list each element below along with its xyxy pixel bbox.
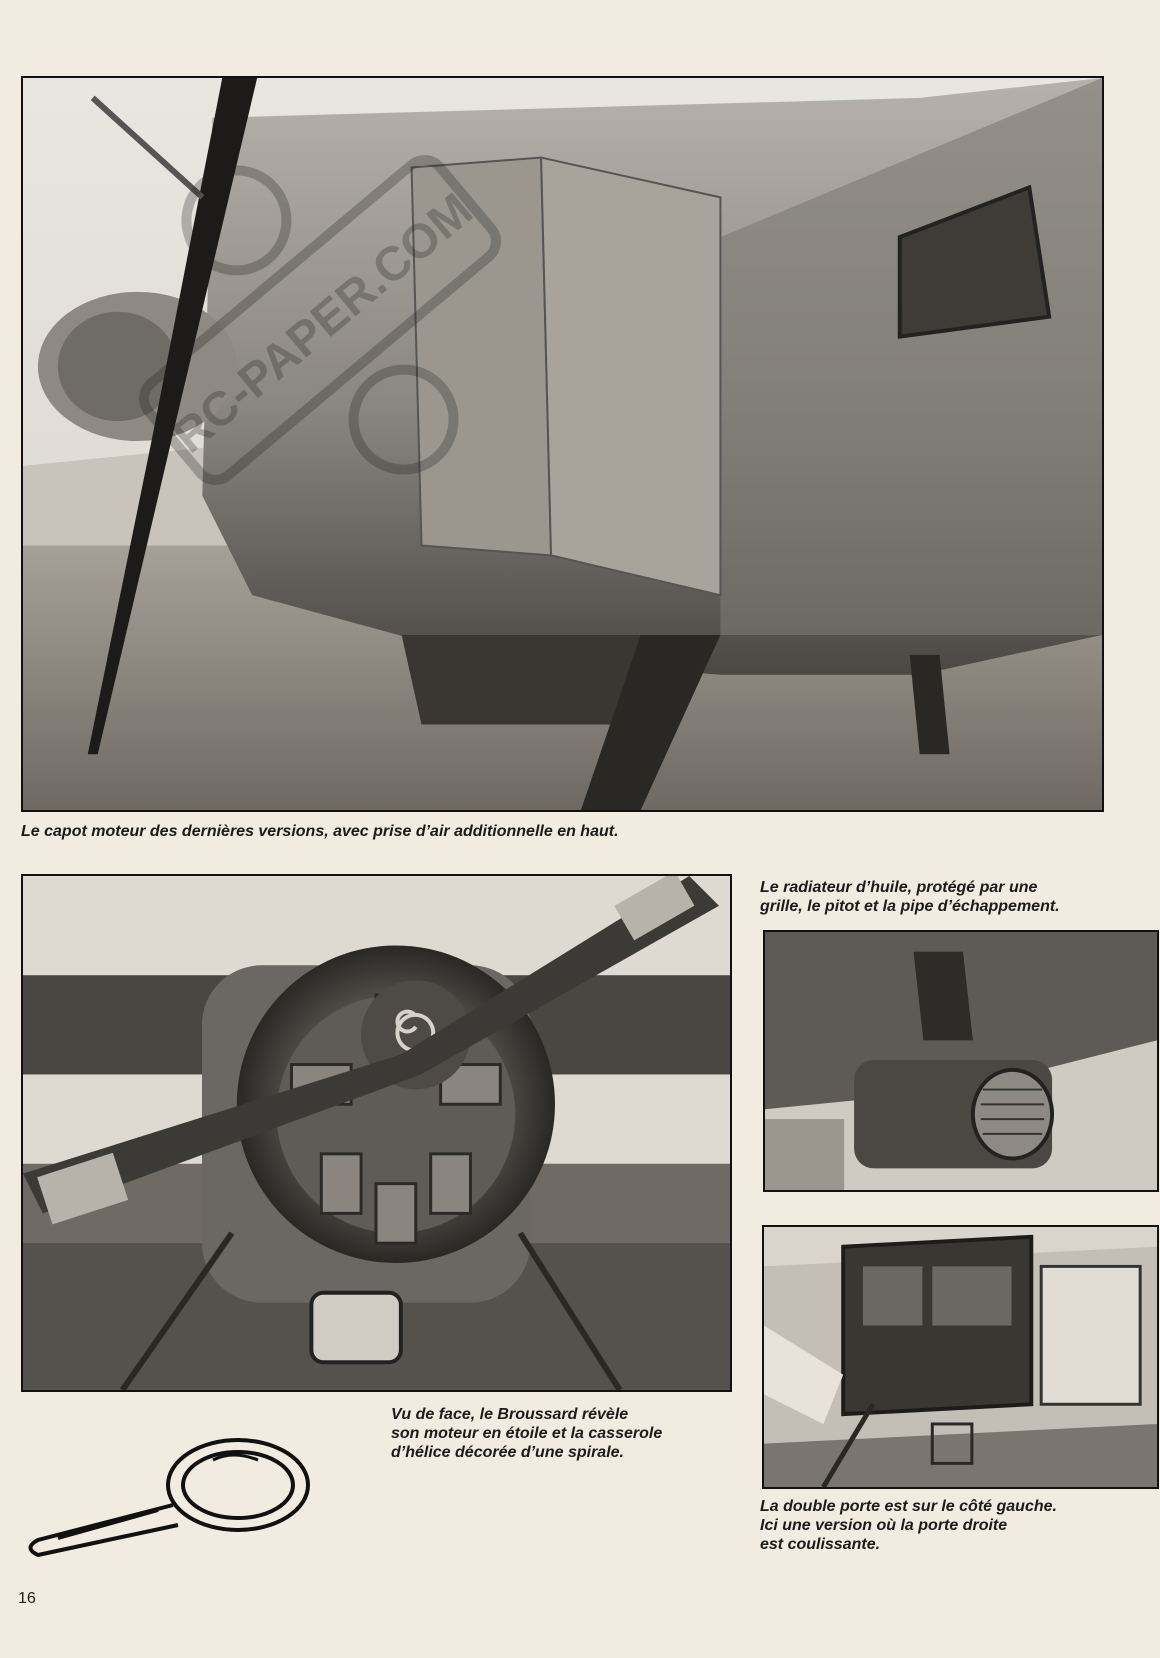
magnifying-glass-icon: [18, 1430, 318, 1560]
oil-radiator-photo: [763, 930, 1159, 1192]
front-view-photo: [21, 874, 732, 1392]
page-number: 16: [18, 1590, 36, 1607]
double-door-caption: La double porte est sur le côté gauche. Ici une version où la porte droite est coulissante.: [760, 1498, 1057, 1553]
double-door-photo: [762, 1225, 1159, 1489]
top-photo-caption: Le capot moteur des dernières versions, avec prise d’air additionnelle en haut.: [21, 823, 619, 840]
watermark-text: RC-PAPER.COM: [163, 183, 483, 464]
oil-radiator-caption: Le radiateur d’huile, protégé par une grille, le pitot et la pipe d’échappement.: [760, 879, 1060, 915]
front-view-caption: Vu de face, le Broussard révèle son moteur en étoile et la casserole d’hélice décorée d’une spirale.: [391, 1406, 663, 1461]
rc-paper-watermark: [110, 110, 530, 530]
